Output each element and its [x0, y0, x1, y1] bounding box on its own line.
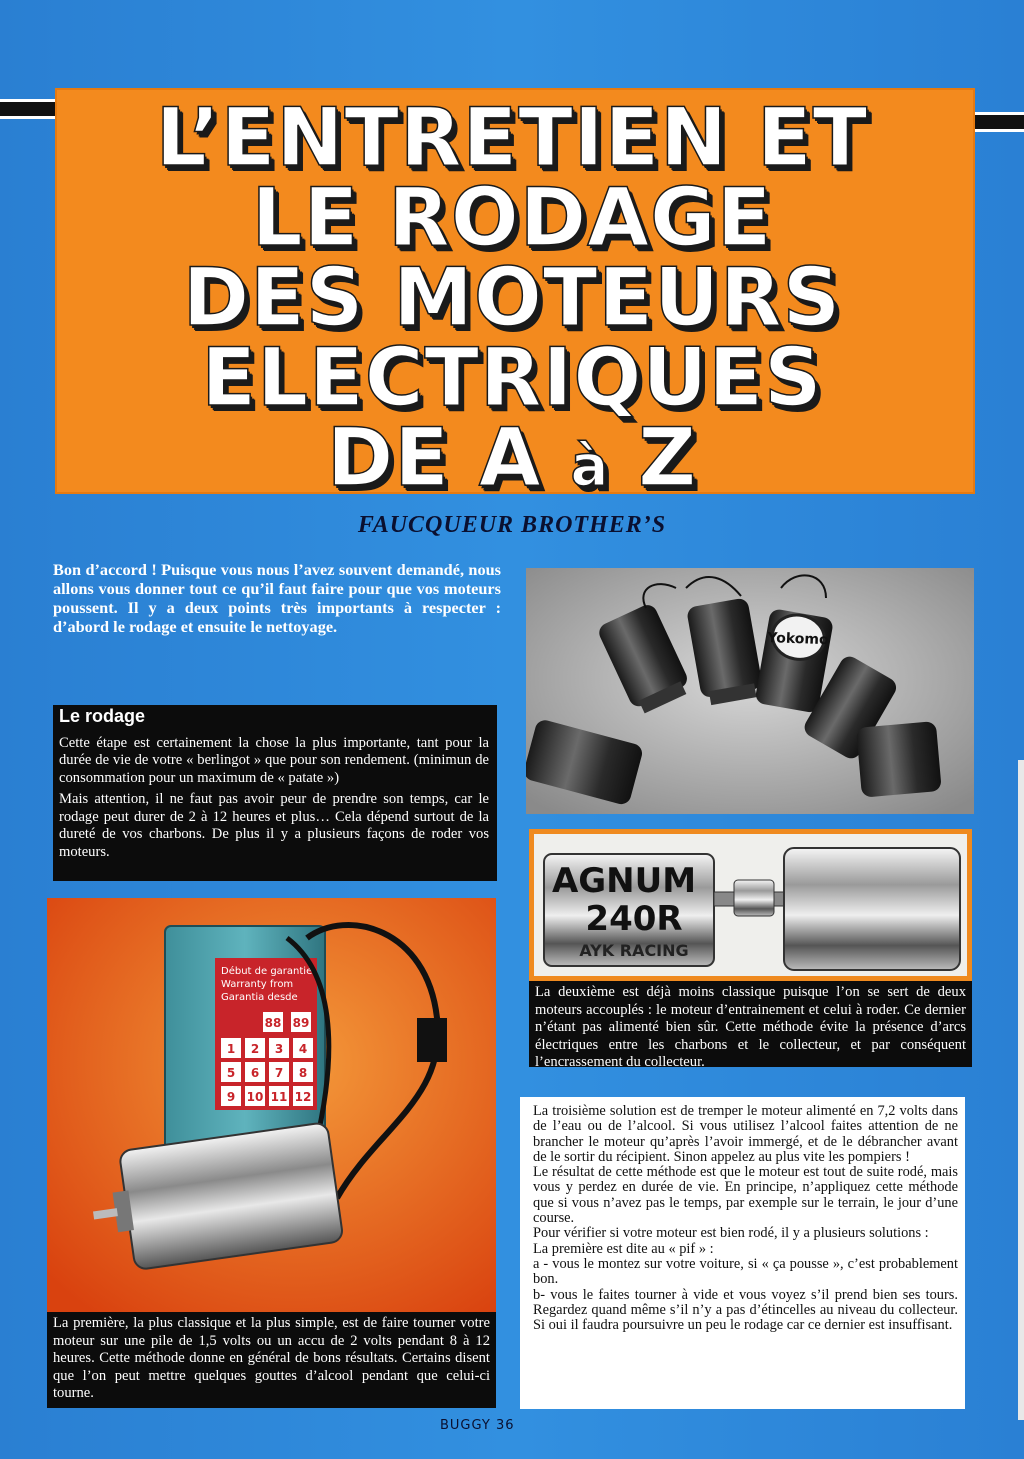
third-paragraph-3: Pour vérifier si votre moteur est bien rodé, il y a plusieurs solutions : [533, 1225, 929, 1242]
intro-paragraph: Bon d’accord ! Puisque vous nous l’avez souvent demandé, nous allons vous donner tout ce qu’il faut faire pour que vos moteurs poussent. Il y a deux points très importants à respecter : d’abord le rodage et ensuite le nettoyage. [53, 560, 501, 636]
third-paragraph-5: a - vous le montez sur votre voiture, si « ça pousse », c’est probablement bon. [533, 1255, 958, 1288]
motor-label-240r: 240R [585, 899, 683, 939]
warranty-grid-number: 1 [226, 1042, 236, 1056]
warranty-grid-number: 88 [264, 1016, 282, 1030]
page-folio [440, 1418, 560, 1433]
warranty-grid-number: 10 [246, 1090, 264, 1104]
motors-group-photo [526, 568, 974, 814]
magazine-name: BUGGY [440, 1418, 491, 1433]
third-solution-box [520, 1097, 965, 1409]
battery-label-line-3: Garantia desde [221, 992, 298, 1003]
third-paragraph-4: La première est dite au « pif » : [533, 1240, 714, 1257]
coupled-motors-caption: La deuxième est déjà moins classique puisque l’on se sert de deux moteurs accouplés : le moteur d’entrainement et celui à roder. Ce dernier n’étant pas alimenté bien sûr. Cette méthode évite la présence d’arcs électriques entre les charbons et le collecteur, et par conséquent l’encrassement du collecteur. [529, 981, 972, 1067]
warranty-grid-number: 4 [298, 1042, 308, 1056]
battery-motor-caption: La première, la plus classique et la plus simple, est de faire tourner votre moteur sur une pile de 1,5 volts ou un accu de 2 volts pendant 8 à 12 heures. Cette méthode donne en général de bons résultats. Certains disent que l’on peut mettre quelques gouttes d’alcool pendant que celui-ci tourne. [47, 1312, 496, 1408]
title-line-5-part-a: DE A [326, 411, 571, 504]
title-line-2: LE RODAGE [251, 171, 773, 264]
warranty-grid-number: 6 [250, 1066, 260, 1080]
battery-label-line-2: Warranty from [221, 979, 294, 990]
third-paragraph-1: La troisième solution est de tremper le moteur alimenté en 7,2 volts dans de l’eau ou de l’alcool. Si vous utilisez l’alcool faites attention de ne brancher le moteur qu’après l’avoir immergé, et de le débrancher avant de le sortir du récipient. Sinon appelez au plus vite les pompiers ! [533, 1103, 958, 1165]
page-number: 36 [496, 1418, 515, 1433]
battery-label-line-1: Début de garantie [221, 966, 313, 977]
rodage-section [53, 705, 497, 881]
motor-label-agnum: AGNUM [551, 861, 697, 901]
warranty-grid-number: 3 [274, 1042, 284, 1056]
title-line-4: ELECTRIQUES [201, 331, 823, 424]
title-line-3: DES MOTEURS [182, 251, 842, 344]
warranty-grid-number: 7 [274, 1066, 284, 1080]
title-line-5-part-c: Z [609, 411, 698, 504]
title-line-5-part-b: à [570, 434, 610, 499]
rodage-paragraph-2: Mais attention, il ne faut pas avoir peur de prendre son temps, car le rodage peut durer de 2 à 12 heures et plus… Cela dépend surtout de la dureté de vos charbons. De plus il y a plusieurs façons de roder vos moteurs. [59, 791, 489, 860]
page-binding-edge [1018, 760, 1024, 1420]
warranty-grid-number: 8 [298, 1066, 308, 1080]
warranty-grid-number: 9 [226, 1090, 236, 1104]
warranty-grid-number: 89 [292, 1016, 310, 1030]
warranty-grid-number: 2 [250, 1042, 260, 1056]
third-paragraph-6: b- vous le faites tourner à vide et vous voyez s’il prend bien ses tours. Regardez quand même s’il n’y a pas d’étincelles au niveau du collecteur. Si oui il faudra poursuivre un peu le rodage car ce dernier est insuffisant. [533, 1286, 958, 1334]
third-paragraph-2: Le résultat de cette méthode est que le moteur est tout de suite rodé, mais vous y perdez en durée de vie. En principe, n’appliquez cette méthode que si vous n’avez pas le temps, par exemple sur le terrain, le jour d’une course. [533, 1164, 958, 1227]
author-byline: FAUCQUEUR BROTHER’S [357, 512, 667, 538]
rodage-paragraph-1: Cette étape est certainement la chose la plus importante, tant pour la durée de vie de votre « berlingot » que pour son rendement. (minimun de consommation pour un maximum de « patate ») [59, 734, 489, 786]
rodage-heading: Le rodage [59, 706, 146, 726]
coupled-motors-photo [529, 829, 972, 981]
title-line-1: L’ENTRETIEN ET [155, 91, 869, 184]
motor-label-ayk-racing: AYK RACING [579, 941, 689, 960]
battery-motor-photo [47, 898, 496, 1312]
title-line-5 [0, 411, 1024, 504]
warranty-grid-number: 11 [270, 1090, 288, 1104]
yokomo-brand-label: Yokomo [767, 630, 829, 649]
warranty-grid-number: 12 [294, 1090, 312, 1104]
warranty-grid-number: 5 [226, 1066, 236, 1080]
